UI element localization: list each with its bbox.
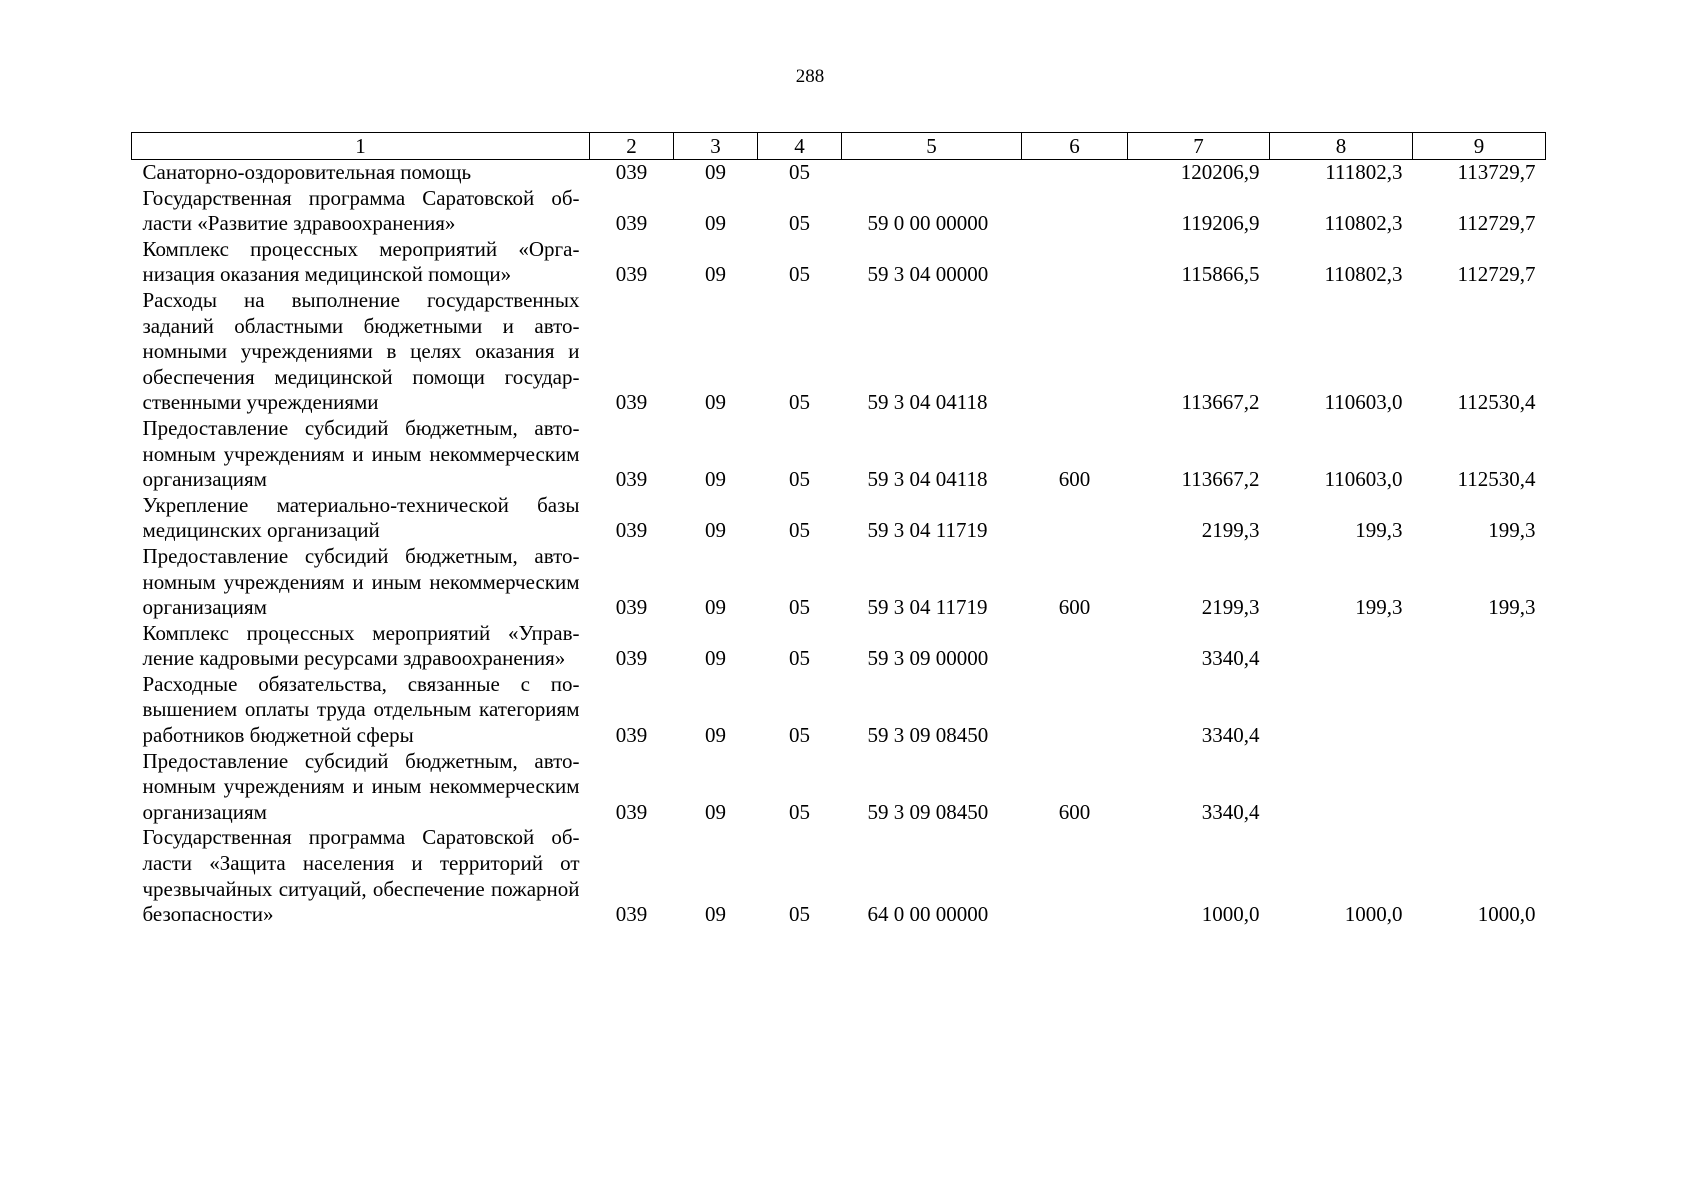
row-amount-8 xyxy=(1270,621,1413,672)
row-amount-9 xyxy=(1413,672,1546,749)
row-amount-8 xyxy=(1270,749,1413,826)
row-amount-7: 115866,5 xyxy=(1181,262,1260,287)
row-amount-9: 112530,4 xyxy=(1457,390,1536,415)
row-subsection-code: 05 xyxy=(789,902,810,927)
row-amount-7: 1000,0 xyxy=(1201,902,1260,927)
table-row xyxy=(132,186,1546,237)
header-row xyxy=(132,133,1546,160)
row-amount-7: 3340,4 xyxy=(1201,723,1260,748)
table-row xyxy=(132,825,1546,927)
row-expense-type xyxy=(1022,621,1128,672)
row-subsection-code: 05 xyxy=(789,518,810,543)
row-amount-8: 110603,0 xyxy=(1324,390,1403,415)
row-amount-7: 3340,4 xyxy=(1201,646,1260,671)
table-row xyxy=(132,544,1546,621)
row-expense-type xyxy=(1022,825,1128,927)
row-ministry-code: 039 xyxy=(615,467,648,492)
row-amount-9: 113729,7 xyxy=(1457,160,1536,184)
row-ministry-code: 039 xyxy=(615,902,648,927)
row-target-code: 59 0 00 00000 xyxy=(867,211,989,236)
row-amount-8: 1000,0 xyxy=(1344,902,1403,927)
row-amount-9: 199,3 xyxy=(1488,595,1536,620)
row-section-code: 09 xyxy=(705,646,726,671)
row-section-code: 09 xyxy=(705,723,726,748)
header-cell: 3 xyxy=(674,133,758,160)
row-amount-8: 110802,3 xyxy=(1324,211,1403,236)
row-name: Комплекс процессных мероприятий «Организация оказания медицинской помощи» xyxy=(142,236,580,287)
header-cell: 4 xyxy=(758,133,842,160)
row-subsection-code: 05 xyxy=(789,211,810,236)
row-ministry-code: 039 xyxy=(615,723,648,748)
row-expense-type: 600 xyxy=(1058,595,1091,620)
row-name: Предоставление субсидий бюджетным, автономным учреждениям и иным некоммерческим организациям xyxy=(142,748,580,824)
row-ministry-code: 039 xyxy=(615,518,648,543)
row-subsection-code: 05 xyxy=(789,595,810,620)
row-target-code: 59 3 09 08450 xyxy=(867,723,989,748)
table-row xyxy=(132,749,1546,826)
table-row xyxy=(132,288,1546,416)
table-row xyxy=(132,672,1546,749)
row-ministry-code: 039 xyxy=(615,390,648,415)
row-ministry-code: 039 xyxy=(615,211,648,236)
row-target-code xyxy=(842,160,1022,186)
row-amount-8: 110603,0 xyxy=(1324,467,1403,492)
row-amount-9: 1000,0 xyxy=(1477,902,1536,927)
row-expense-type xyxy=(1022,186,1128,237)
page-number: 288 xyxy=(795,66,825,87)
row-ministry-code: 039 xyxy=(615,646,648,671)
header-cell: 2 xyxy=(590,133,674,160)
row-amount-9: 112729,7 xyxy=(1457,262,1536,287)
row-amount-8: 111802,3 xyxy=(1325,160,1403,184)
table-body xyxy=(132,160,1546,928)
table-row xyxy=(132,160,1546,186)
table-row xyxy=(132,621,1546,672)
row-section-code: 09 xyxy=(705,595,726,620)
row-subsection-code: 05 xyxy=(789,723,810,748)
row-name: Предоставление субсидий бюджетным, автономным учреждениям и иным некоммерческим организациям xyxy=(142,543,580,620)
row-amount-7: 2199,3 xyxy=(1201,518,1260,543)
row-amount-7: 119206,9 xyxy=(1181,211,1260,236)
row-target-code: 59 3 09 08450 xyxy=(867,799,989,824)
row-expense-type: 600 xyxy=(1058,799,1091,824)
row-name: Санаторно-оздоровительная помощь xyxy=(142,160,472,184)
row-section-code: 09 xyxy=(705,902,726,927)
row-amount-7: 113667,2 xyxy=(1181,467,1260,492)
row-amount-9: 199,3 xyxy=(1488,518,1536,543)
row-subsection-code: 05 xyxy=(789,467,810,492)
row-expense-type xyxy=(1022,672,1128,749)
row-name: Расходные обязательства, связанные с повышением оплаты труда отдельным категориям работников бюджетной сферы xyxy=(142,671,580,748)
row-ministry-code: 039 xyxy=(615,262,648,287)
table-row xyxy=(132,237,1546,288)
row-target-code: 59 3 04 11719 xyxy=(867,518,988,543)
header-cell: 6 xyxy=(1022,133,1128,160)
row-name: Предоставление субсидий бюджетным, автономным учреждениям и иным некоммерческим организациям xyxy=(142,415,580,492)
row-name: Расходы на выполнение государственных заданий областными бюджетными и автономными учреждениями в целях оказания и обеспечения медицинской помощи государственными учреждениями xyxy=(142,287,580,415)
row-section-code: 09 xyxy=(705,262,726,287)
row-target-code: 59 3 04 04118 xyxy=(867,390,988,415)
row-amount-8: 199,3 xyxy=(1355,595,1403,620)
row-target-code: 59 3 04 04118 xyxy=(867,467,988,492)
row-amount-8 xyxy=(1270,672,1413,749)
header-cell: 7 xyxy=(1128,133,1270,160)
row-amount-9: 112530,4 xyxy=(1457,467,1536,492)
row-amount-7: 120206,9 xyxy=(1180,160,1260,184)
row-section-code: 09 xyxy=(705,467,726,492)
row-subsection-code: 05 xyxy=(789,646,810,671)
row-amount-7: 3340,4 xyxy=(1201,799,1260,824)
table-row xyxy=(132,416,1546,493)
row-amount-9: 112729,7 xyxy=(1457,211,1536,236)
row-amount-8: 199,3 xyxy=(1355,518,1403,543)
row-expense-type xyxy=(1022,237,1128,288)
table-row xyxy=(132,493,1546,544)
row-ministry-code: 039 xyxy=(615,799,648,824)
row-target-code: 59 3 04 11719 xyxy=(867,595,988,620)
row-subsection-code: 05 xyxy=(789,160,810,184)
row-name: Государственная программа Саратовской области «Развитие здравоохранения» xyxy=(142,185,580,236)
row-expense-type: 600 xyxy=(1058,467,1091,492)
row-target-code: 64 0 00 00000 xyxy=(867,902,989,927)
row-amount-9 xyxy=(1413,749,1546,826)
header-cell: 5 xyxy=(842,133,1022,160)
row-target-code: 59 3 04 00000 xyxy=(867,262,989,287)
row-name: Укрепление материально-технической базы медицинских организаций xyxy=(142,492,580,543)
header-cell: 8 xyxy=(1270,133,1413,160)
row-section-code: 09 xyxy=(705,211,726,236)
row-section-code: 09 xyxy=(705,799,726,824)
header-cell: 9 xyxy=(1413,133,1546,160)
row-amount-9 xyxy=(1413,621,1546,672)
row-expense-type xyxy=(1022,160,1128,186)
row-ministry-code: 039 xyxy=(615,160,648,184)
row-section-code: 09 xyxy=(705,390,726,415)
row-amount-7: 2199,3 xyxy=(1201,595,1260,620)
row-subsection-code: 05 xyxy=(789,390,810,415)
row-ministry-code: 039 xyxy=(615,595,648,620)
row-target-code: 59 3 09 00000 xyxy=(867,646,989,671)
header-cell: 1 xyxy=(132,133,590,160)
row-name: Государственная программа Саратовской области «Защита населения и территорий от чрезвычайных ситуаций, обеспечение пожарной безопасности» xyxy=(142,825,580,927)
row-section-code: 09 xyxy=(705,160,726,184)
row-subsection-code: 05 xyxy=(789,799,810,824)
budget-table xyxy=(131,132,1546,928)
row-expense-type xyxy=(1022,493,1128,544)
row-expense-type xyxy=(1022,288,1128,416)
row-amount-7: 113667,2 xyxy=(1181,390,1260,415)
row-section-code: 09 xyxy=(705,518,726,543)
row-amount-8: 110802,3 xyxy=(1324,262,1403,287)
row-subsection-code: 05 xyxy=(789,262,810,287)
row-name: Комплекс процессных мероприятий «Управление кадровыми ресурсами здравоохранения» xyxy=(142,620,580,671)
